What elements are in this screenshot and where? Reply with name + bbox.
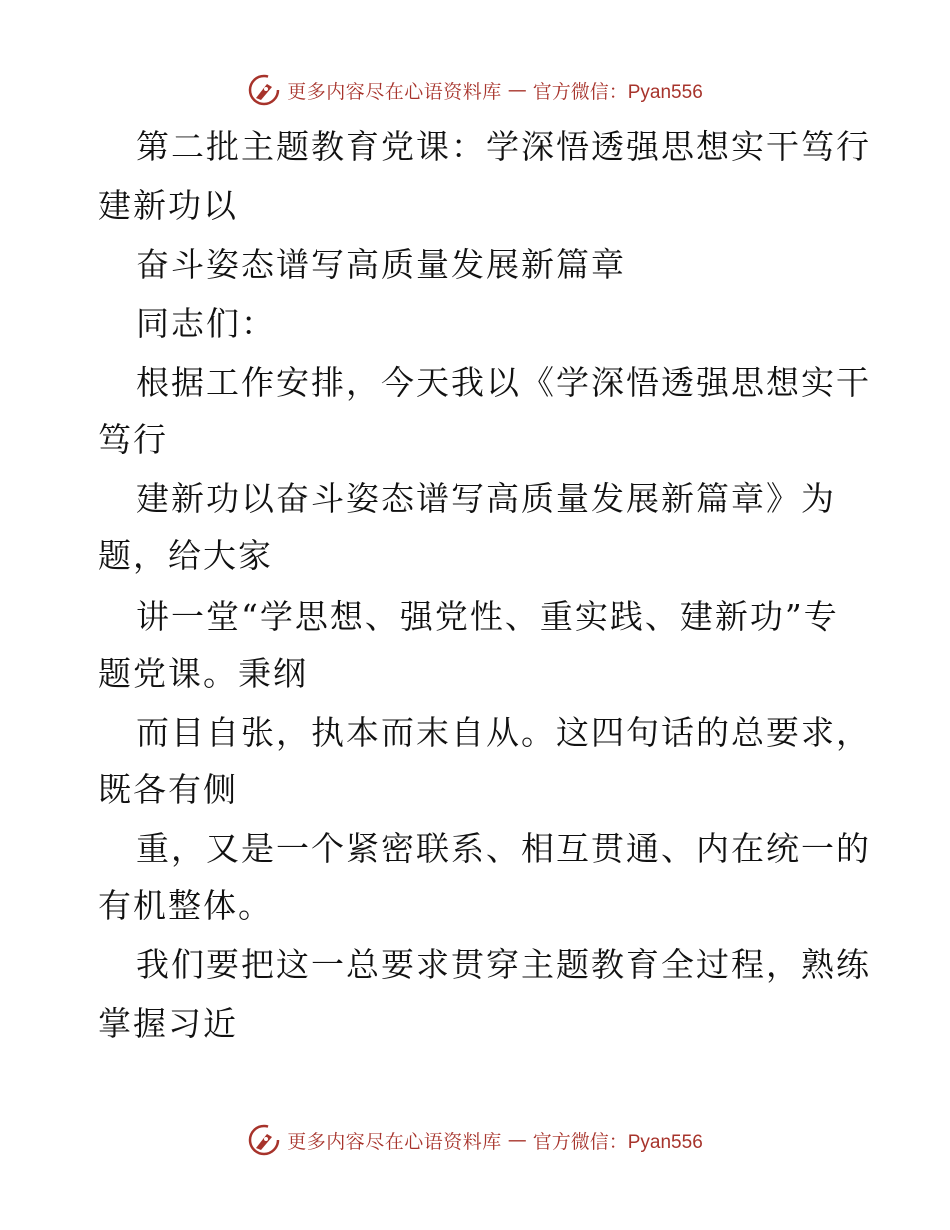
footer-watermark (0, 1120, 950, 1160)
watermark-contact (533, 1127, 703, 1154)
text-line-11: 而目自张，执本而末自从。这四句话的总要求， (136, 713, 871, 752)
pen-nib-circle-icon (247, 1123, 281, 1157)
header-watermark (0, 70, 950, 110)
text-line-6: 笃行 (98, 420, 168, 459)
watermark-site-text: 更多内容尽在心语资料库 (287, 1130, 502, 1153)
watermark-contact-id: Pyan556 (627, 81, 703, 103)
watermark-contact-label: 官方微信： (532, 80, 628, 103)
text-line-1: 第二批主题教育党课：学深悟透强思想实干笃行 (136, 127, 871, 166)
watermark-contact-id: Pyan556 (627, 1131, 703, 1153)
text-line-9: 讲一堂“学思想、强党性、重实践、建新功”专 (136, 597, 839, 636)
text-line-15: 我们要把这一总要求贯穿主题教育全过程，熟练 (136, 945, 871, 984)
text-line-4: 同志们： (136, 304, 276, 343)
text-line-16: 掌握习近 (98, 1004, 238, 1043)
watermark-site-text: 更多内容尽在心语资料库 (287, 80, 502, 103)
text-line-14: 有机整体。 (98, 886, 273, 925)
text-line-3: 奋斗姿态谱写高质量发展新篇章 (136, 245, 626, 284)
watermark-separator: — (507, 79, 527, 101)
pen-nib-circle-icon (247, 73, 281, 107)
text-line-13: 重，又是一个紧密联系、相互贯通、内在统一的 (136, 829, 871, 868)
text-line-8: 题，给大家 (98, 536, 273, 575)
text-line-10: 题党课。秉纲 (98, 654, 308, 693)
watermark-separator: — (507, 1129, 527, 1151)
text-line-12: 既各有侧 (98, 770, 238, 809)
text-line-5: 根据工作安排，今天我以《学深悟透强思想实干 (136, 363, 871, 402)
watermark-contact (533, 77, 703, 104)
text-line-2: 建新功以 (98, 186, 238, 225)
text-line-7: 建新功以奋斗姿态谱写高质量发展新篇章》为 (136, 479, 836, 518)
watermark-contact-label: 官方微信： (532, 1130, 628, 1153)
